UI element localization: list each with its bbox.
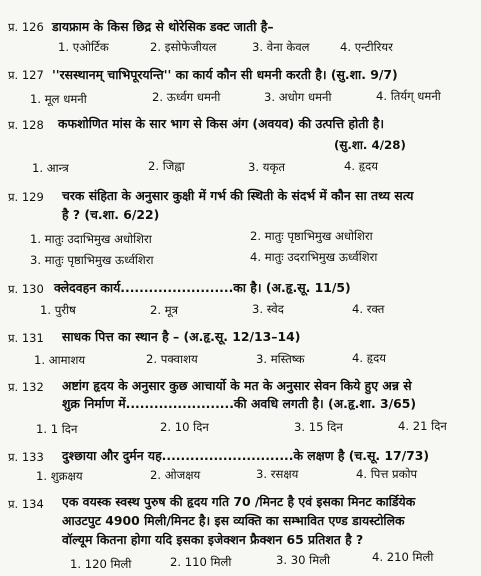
question-number: प्र. 130 bbox=[8, 282, 44, 296]
question-text-line3: वॉल्यूम कितना होगा यदि इसका इजेक्शन फ्रैक्शन 65 प्रतिशत है ? bbox=[62, 532, 364, 547]
question-text: साधक पित्त का स्थान है – (अ.हृ.सू. 12/13–14) bbox=[62, 329, 301, 344]
option: 4. हृदय bbox=[344, 159, 379, 173]
option: 1. शुक्रक्षय bbox=[36, 469, 83, 483]
question-number: प्र. 127 bbox=[8, 68, 44, 82]
option: 4. मातुः उदराभिमुख ऊर्ध्वशिरा bbox=[250, 250, 378, 264]
question-number: प्र. 134 bbox=[8, 497, 44, 511]
option: 2. 10 दिन bbox=[160, 420, 209, 434]
option: 1. मातुः उदाभिमुख अधोशिरा bbox=[30, 232, 152, 246]
question-number: प्र. 131 bbox=[8, 331, 44, 345]
option: 3. मस्तिष्क bbox=[256, 352, 305, 366]
question-text: एक वयस्क स्वस्थ पुरुष की हृदय गति 70 /मिनट है एवं इसका मिनट कार्डियेक bbox=[62, 494, 416, 509]
option: 3. अधोग धमनी bbox=[264, 90, 332, 104]
option: 1. मूल धमनी bbox=[30, 92, 87, 106]
question-number: प्र. 128 bbox=[8, 118, 44, 132]
option: 1. आमाशय bbox=[34, 353, 86, 367]
question-text: क्लेदवहन कार्य........................का है। (अ.हृ.सू. 11/5) bbox=[54, 280, 351, 295]
option: 2. ऊर्ध्वग धमनी bbox=[152, 90, 221, 104]
option: 3. रसक्षय bbox=[256, 467, 299, 481]
option: 2. 110 मिली bbox=[170, 555, 232, 569]
option: 3. मातुः पृष्ठाभिमुख ऊर्ध्वशिरा bbox=[30, 253, 154, 267]
question-text-line2: है ? (च.शा. 6/22) bbox=[62, 207, 160, 222]
option: 2. पक्वाशय bbox=[146, 352, 198, 366]
question-text: डायफ्राम के किस छिद्र से थोरेसिक डक्ट जाती है– bbox=[52, 19, 274, 34]
question-number: प्र. 126 bbox=[8, 20, 44, 34]
question-number: प्र. 129 bbox=[8, 190, 44, 204]
option: 2. मूत्र bbox=[150, 303, 179, 317]
question-text: दुश्छाया और दुर्मन यह............................के लक्षण है (च.सू. 17/73) bbox=[62, 448, 430, 463]
question-text: चरक संहिता के अनुसार कुक्षी में गर्भ की स्थिती के संदर्भ में कौन सा तथ्य सत्य bbox=[62, 188, 414, 203]
question-number: प्र. 132 bbox=[8, 380, 44, 394]
option: 4. पित्त प्रकोप bbox=[356, 467, 418, 481]
option: 4. रक्त bbox=[352, 302, 385, 316]
option: 3. 30 मिली bbox=[276, 553, 330, 567]
option: 1. पुरीष bbox=[40, 303, 76, 317]
question-number: प्र. 133 bbox=[8, 450, 44, 464]
question-text: ''रसस्थानम् चाभिपूरयन्ति'' का कार्य कौन सी धमनी करती है। (सु.शा. 9/7) bbox=[52, 67, 398, 82]
question-text-line2: आउटपुट 4900 मिली/मिनट है। इस व्यक्ति का सम्भावित एण्ड डायस्टोलिक bbox=[62, 513, 405, 528]
option: 2. मातुः पृष्ठाभिमुख अधोशिरा bbox=[250, 229, 373, 243]
option: 2. ओजक्षय bbox=[150, 468, 201, 482]
option: 4. तिर्यग् धमनी bbox=[376, 89, 441, 103]
option: 3. यकृत bbox=[248, 160, 285, 174]
option: 1. एओर्टिक bbox=[58, 40, 109, 54]
option: 1. 120 मिली bbox=[70, 557, 132, 571]
question-text-line2: शुक्र निर्माण में.......................की अवधि लगती है। (अ.हृ.शा. 3/65) bbox=[62, 396, 417, 411]
option: 3. 15 दिन bbox=[294, 420, 343, 434]
option: 3. स्वेद bbox=[252, 302, 284, 316]
option: 1. 1 दिन bbox=[36, 422, 78, 436]
option: 4. हृदय bbox=[352, 351, 387, 365]
option: 4. 21 दिन bbox=[398, 419, 447, 433]
question-text: कफशोणित मांस के सार भाग से किस अंग (अवयव) की उत्पत्ति होती है। bbox=[58, 116, 385, 131]
option: 4. 210 मिली bbox=[372, 550, 434, 564]
reference: (सु.शा. 4/28) bbox=[334, 138, 406, 152]
option: 3. वेना केवल bbox=[252, 40, 310, 54]
option: 2. जिह्वा bbox=[148, 159, 185, 173]
option: 1. आन्त्र bbox=[32, 161, 69, 175]
option: 4. एन्टीरियर bbox=[340, 40, 393, 54]
question-text: अष्टांग हृदय के अनुसार कुछ आचार्यो के मत के अनुसार सेवन किये हुए अन्न से bbox=[62, 378, 412, 393]
option: 2. इसोफेजीयल bbox=[150, 40, 217, 54]
